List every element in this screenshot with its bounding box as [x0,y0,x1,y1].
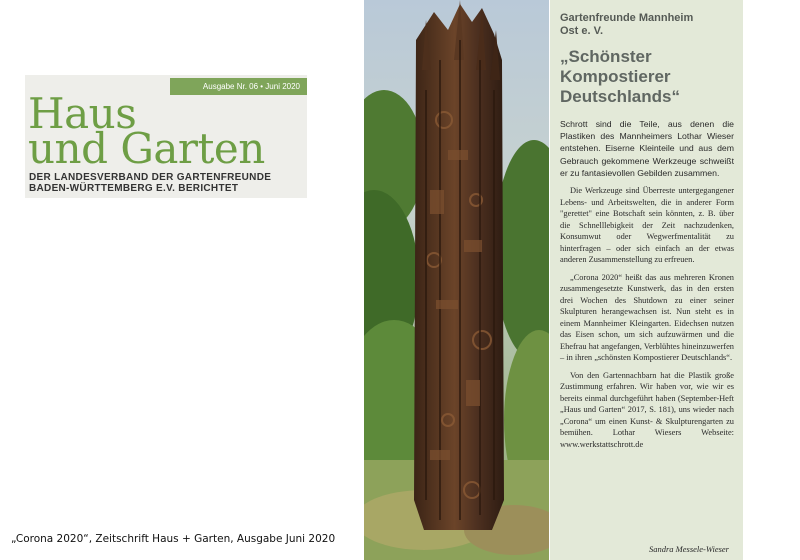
magazine-masthead [25,75,307,198]
magazine-subtitle-line2: BADEN-WÜRTTEMBERG E.V. BERICHTET [29,183,239,194]
magazine-title-line1: Haus [28,89,137,138]
article-lead: Schrott sind die Teile, aus denen die Plastiken des Mannheimers Lothar Wieser entstehen. Eiserne Kleinteile und aus dem Gebrauch gekommene Werkzeuge schweißt er zu fantasievollen Gebilden zusammen. [560,119,734,178]
sculpture-photo [364,0,549,560]
magazine-subtitle-line1: DER LANDESVERBAND DER GARTENFREUNDE [29,172,272,183]
article-paragraph-3: Von den Gartennachbarn hat die Plastik große Zustimmung erfahren. Wir haben vor, wie wir es bereits einmal durchgeführt haben (September-Heft „Haus und Garten“ 2017, S. 181), uns wieder nach „Corona“ um einen Kunst- & Skulpturengarten zu bemühen. Lothar Wiesers Webseite: www.werkstattschrott.de [560,370,734,449]
sculpture-illustration [364,0,549,560]
article-headline: „Schönster Kompostierer Deutschlands“ [560,47,680,106]
article-author: Sandra Messele-Wieser [648,544,729,554]
image-caption: „Corona 2020“, Zeitschrift Haus + Garten, Ausgabe Juni 2020 [11,533,336,545]
magazine-title-line2: und Garten [28,124,265,173]
club-name: Gartenfreunde Mannheim Ost e. V. [560,12,694,37]
issue-label: Ausgabe Nr. 06 • Juni 2020 [170,78,307,95]
article-paragraph-2: „Corona 2020“ heißt das aus mehreren Kronen zusammengesetzte Kunstwerk, das in den ersten drei Wochen des Shutdown zu einer seiner Skulpturen herangewachsen ist. Nun steht es in einem Mannheimer Kleingarten. Eidechsen nutzen das Eisen schon, um sich aufzuwärmen und die Ehefrau hat angefangen, Verblühtes hineinzuwerfen – in ihren „schönsten Kompostierer Deutschlands“. [560,272,734,363]
article-paragraph-1: Die Werkzeuge sind Überreste untergegangener Lebens- und Arbeitswelten, die in anderer Form "gerettet" eine Botschaft sein könnten, z. B. über die Schnelllebigkeit der Zeit nachzudenken, Konsumwut oder Wegwerfmentalität zu hinterfragen – oder sich einfach an der etwas anderen Zusammenstellung zu erfreuen. [560,186,734,265]
article-column [550,0,743,560]
